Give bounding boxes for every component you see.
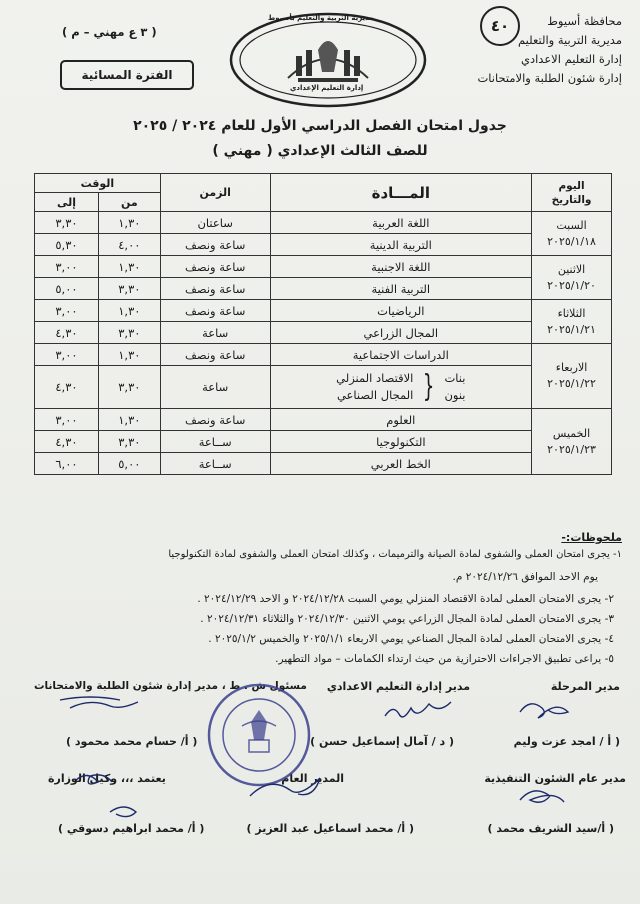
note-2: ٢- يجرى الامتحان العملى لمادة الاقتصاد المنزلي يومي السبت ٢٠٢٤/١٢/٢٨ و الاحد ٢٠٢٤/١٢/٢٩ .: [197, 593, 614, 605]
subject-cell: الدراسات الاجتماعية: [270, 344, 532, 366]
dept-prep-label: إدارة التعليم الاعدادي: [520, 52, 622, 66]
from-cell: ٤,٠٠: [98, 234, 160, 256]
sig-general-name: ( أ/ محمد اسماعيل عبد العزيز ): [246, 822, 414, 835]
to-cell: ٣,٠٠: [35, 300, 99, 322]
table-row: [35, 234, 612, 256]
duration-cell: ساعة ونصف: [160, 344, 270, 366]
table-row: [35, 256, 612, 278]
note-1-cont: يوم الاحد الموافق ٢٠٢٤/١٢/٢٦ م.: [452, 571, 598, 583]
directorate-logo: [228, 10, 428, 110]
header-from: من: [98, 193, 160, 212]
table-row: [35, 431, 612, 453]
duration-cell: ساعة ونصف: [160, 278, 270, 300]
sig-affairs-title: مسئول ش . ط ، مدير إدارة شئون الطلبة والامتحانات: [34, 680, 307, 692]
day-cell: [532, 344, 612, 409]
day-date: ٢٠٢٥/١/١٨: [547, 234, 596, 248]
sig-prep-title: مدير إدارة التعليم الاعدادي: [326, 680, 470, 693]
sig-exec-name: ( أ/سيد الشريف محمد ): [487, 822, 614, 835]
duration-cell: ساعة: [160, 366, 270, 409]
day-name: الخميس: [552, 426, 591, 440]
to-cell: ٣,٠٠: [35, 256, 99, 278]
duration-cell: ساعة ونصف: [160, 256, 270, 278]
subject-cell: الرياضيات: [270, 300, 532, 322]
day-name: الاثنين: [557, 262, 586, 276]
subject-cell: العلوم: [270, 409, 532, 431]
note-4: ٤- يجرى الامتحان العملى لمادة المجال الصناعي يومي الاربعاء ٢٠٢٥/١/١ والخميس ٢٠٢٥/١/٢ .: [208, 633, 614, 645]
sig-approve-name: ( أ/ محمد ابراهيم دسوقي ): [58, 822, 205, 835]
from-cell: ١,٣٠: [98, 409, 160, 431]
note-3: ٣- يجرى الامتحان العملى لمادة المجال الزراعي يومي الاثنين ٢٠٢٤/١٢/٣٠ والثلاثاء ٢٠٢٤/١٢/٣١ .: [200, 613, 614, 625]
day-date: ٢٠٢٥/١/٢١: [547, 322, 596, 336]
day-date: ٢٠٢٥/١/٢٢: [547, 377, 596, 390]
duration-cell: ساعتان: [160, 212, 270, 234]
to-cell: ٦,٠٠: [35, 453, 99, 475]
header-duration: الزمن: [160, 174, 270, 212]
to-cell: ٣,٠٠: [35, 409, 99, 431]
from-cell: ٣,٣٠: [98, 366, 160, 409]
subject-home-economics: الاقتصاد المنزلي: [336, 371, 414, 385]
governorate-label: محافظة أسيوط: [547, 14, 622, 28]
table-row: [35, 300, 612, 322]
header-to: إلى: [35, 193, 99, 212]
table-row: [35, 409, 612, 431]
exam-schedule-table: [34, 173, 612, 475]
header-day: اليوم والتاريخ: [532, 174, 612, 212]
note-1: ١- يجرى امتحان العملى والشفوى لمادة الصيانة والترميمات ، وكذلك امتحان العملى والشفوى لمادة التكنولوجيا: [168, 549, 622, 560]
table-row: [35, 212, 612, 234]
from-cell: ١,٣٠: [98, 344, 160, 366]
sig-stage-title: مدير المرحلة: [550, 680, 620, 693]
sig-prep-name: ( د / آمال إسماعيل حسن ): [310, 735, 454, 748]
table-row: [35, 322, 612, 344]
subject-cell: اللغة الاجنبية: [270, 256, 532, 278]
table-header-row: [35, 174, 612, 193]
from-cell: ٣,٣٠: [98, 322, 160, 344]
curly-brace: {: [423, 369, 435, 404]
day-date: ٢٠٢٥/١/٢٠: [547, 278, 596, 292]
from-cell: ١,٣٠: [98, 256, 160, 278]
duration-cell: ساعة ونصف: [160, 300, 270, 322]
document-code: ( ٣ ع مهني – م ): [62, 25, 157, 39]
to-cell: ٤,٣٠: [35, 431, 99, 453]
duration-cell: ســاعة: [160, 453, 270, 475]
from-cell: ٣,٣٠: [98, 431, 160, 453]
duration-cell: ساعة ونصف: [160, 234, 270, 256]
period-box: الفترة المسائية: [60, 60, 194, 90]
to-cell: ٥,٠٠: [35, 278, 99, 300]
subject-cell: المجال الزراعي: [270, 322, 532, 344]
dept-affairs-label: إدارة شئون الطلبة والامتحانات: [477, 71, 622, 85]
to-cell: ٣,٠٠: [35, 344, 99, 366]
from-cell: ٥,٠٠: [98, 453, 160, 475]
duration-cell: ساعة: [160, 322, 270, 344]
duration-cell: ساعة ونصف: [160, 409, 270, 431]
sig-exec-title: مدير عام الشئون التنفيذية: [484, 772, 626, 785]
to-cell: ٤,٣٠: [35, 366, 99, 409]
table-row: [35, 278, 612, 300]
subject-industrial: المجال الصناعي: [336, 388, 414, 402]
from-cell: ٣,٣٠: [98, 278, 160, 300]
sig-approve-title: يعتمد ،،، وكيل الوزارة: [48, 772, 166, 785]
day-name: الثلاثاء: [557, 306, 586, 320]
day-name: السبت: [556, 218, 587, 232]
from-cell: ١,٣٠: [98, 212, 160, 234]
split-subject-cell: [270, 366, 532, 409]
duration-cell: ســاعة: [160, 431, 270, 453]
logo-text-top: مديرية التربية والتعليم بأسيوط: [268, 14, 374, 22]
subject-cell: التربية الفنية: [270, 278, 532, 300]
day-cell: [532, 300, 612, 344]
sig-general-title: المدير العام: [281, 772, 344, 785]
subject-cell: التكنولوجيا: [270, 431, 532, 453]
table-row: [35, 453, 612, 475]
day-cell: [532, 212, 612, 256]
sig-stage-name: ( أ / امجد عزت وليم: [513, 735, 620, 748]
to-cell: ٤,٣٠: [35, 322, 99, 344]
sig-affairs-name: ( أ/ حسام محمد محمود ): [66, 735, 198, 748]
day-cell: [532, 409, 612, 475]
schedule-subtitle: للصف الثالث الإعدادي ( مهني ): [212, 143, 428, 159]
day-name: الاربعاء: [555, 361, 588, 374]
subject-cell: الخط العربي: [270, 453, 532, 475]
tag-girls: بنات: [444, 371, 466, 385]
from-cell: ١,٣٠: [98, 300, 160, 322]
table-row: [35, 344, 612, 366]
header-subject: المـــادة: [270, 174, 532, 212]
table-row: [35, 366, 612, 409]
official-stamp: [204, 680, 314, 790]
subject-cell: التربية الدينية: [270, 234, 532, 256]
subject-cell: اللغة العربية: [270, 212, 532, 234]
day-date: ٢٠٢٥/١/٢٣: [547, 442, 596, 456]
schedule-title: جدول امتحان الفصل الدراسي الأول للعام ٢٠٢٤ / ٢٠٢٥: [133, 118, 507, 134]
directorate-label: مديرية التربية والتعليم: [518, 33, 622, 47]
header-time: الوقت: [35, 174, 161, 193]
to-cell: ٥,٣٠: [35, 234, 99, 256]
document-number-badge: ٤٠: [480, 6, 520, 46]
logo-text-bottom: إدارة التعليم الإعدادي: [290, 84, 364, 92]
note-5: ٥- يراعى تطبيق الاجراءات الاحترازية من حيث ارتداء الكمامات – مواد التطهير.: [275, 653, 614, 665]
notes-title: ملحوظات:-: [561, 531, 622, 544]
tag-boys: بنون: [444, 388, 466, 402]
day-cell: [532, 256, 612, 300]
to-cell: ٣,٣٠: [35, 212, 99, 234]
